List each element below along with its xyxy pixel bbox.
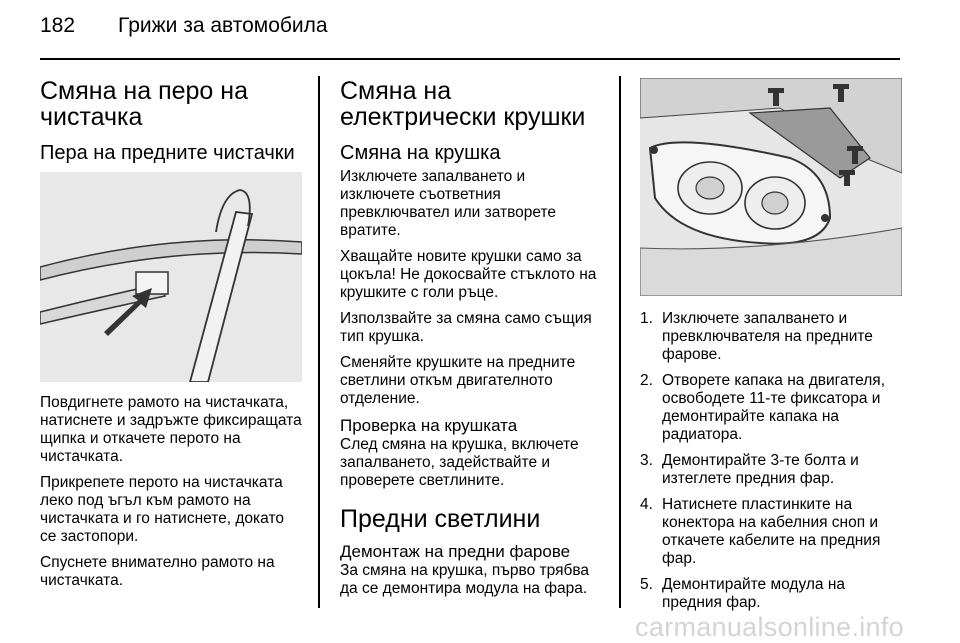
wiper-para-2: Прикрепете перото на чистачката леко под ъгъл към рамото на чистачката и го натиснете, докато се застопори.	[40, 474, 285, 545]
page-number: 182	[40, 14, 76, 37]
step-item	[640, 372, 904, 444]
bulbs-para-3: Използвайте за смяна само същия тип крушка.	[340, 310, 592, 345]
chapter-title: Грижи за автомобила	[118, 14, 328, 37]
bulbs-heading: Смяна на електрически крушки	[340, 77, 586, 131]
bulb-change-subheading: Смяна на крушка	[340, 142, 501, 164]
wiper-para-1: Повдигнете рамото на чистачката, натиснете и задръжте фиксиращата щипка и откачете перото на чистачката.	[40, 394, 302, 465]
headlight-removal-text: За смяна на крушка, първо трябва да се демонтира модула на фара.	[340, 562, 590, 597]
column-bulbs	[340, 78, 602, 606]
step-text: Отворете капака на двигателя, освободете 11-те фиксатора и демонтирайте капака на радиатора.	[662, 372, 886, 443]
step-item	[640, 496, 904, 568]
step-item	[640, 576, 904, 612]
header-rule	[40, 58, 900, 60]
watermark: carmanualsonline.info	[635, 612, 904, 642]
step-number: 5.	[640, 576, 653, 593]
wiper-para-3: Спуснете внимателно рамото на чистачката.	[40, 554, 275, 589]
headlight-removal-heading: Демонтаж на предни фарове	[340, 542, 571, 561]
headlights-heading: Предни светлини	[340, 505, 541, 533]
bulb-check-text: След смяна на крушка, включете запалването, задействайте и проверете светлините.	[340, 436, 579, 489]
column-steps	[640, 78, 904, 620]
bulbs-para-2: Хващайте новите крушки само за цокъла! Не докосвайте стъклото на крушките с голи ръце.	[340, 248, 597, 301]
step-number: 1.	[640, 310, 653, 327]
step-list	[640, 310, 904, 612]
step-text: Демонтирайте 3-те болта и изтеглете предния фар.	[662, 452, 859, 487]
headlight-illustration	[640, 78, 902, 296]
step-number: 4.	[640, 496, 653, 513]
step-text: Демонтирайте модула на предния фар.	[662, 576, 846, 611]
step-text: Натиснете пластинките на конектора на кабелния сноп и откачете кабелите на предния фар.	[662, 496, 881, 567]
column-wiper	[40, 78, 302, 598]
bulbs-para-1: Изключете запалването и изключете съответния превключвател или затворете вратите.	[340, 168, 557, 239]
bulbs-para-4: Сменяйте крушките на предните светлини откъм двигателното отделение.	[340, 354, 576, 407]
step-text: Изключете запалването и превключвателя на предните фарове.	[662, 310, 873, 363]
wiper-heading: Смяна на перо на чистачка	[40, 77, 248, 131]
bulb-check-heading: Проверка на крушката	[340, 416, 518, 435]
column-divider-1	[318, 76, 320, 608]
wiper-illustration	[40, 172, 302, 382]
step-item	[640, 452, 904, 488]
step-number: 2.	[640, 372, 653, 389]
step-item	[640, 310, 904, 364]
step-number: 3.	[640, 452, 653, 469]
column-divider-2	[619, 76, 621, 608]
wiper-subheading: Пера на предните чистачки	[40, 142, 295, 164]
